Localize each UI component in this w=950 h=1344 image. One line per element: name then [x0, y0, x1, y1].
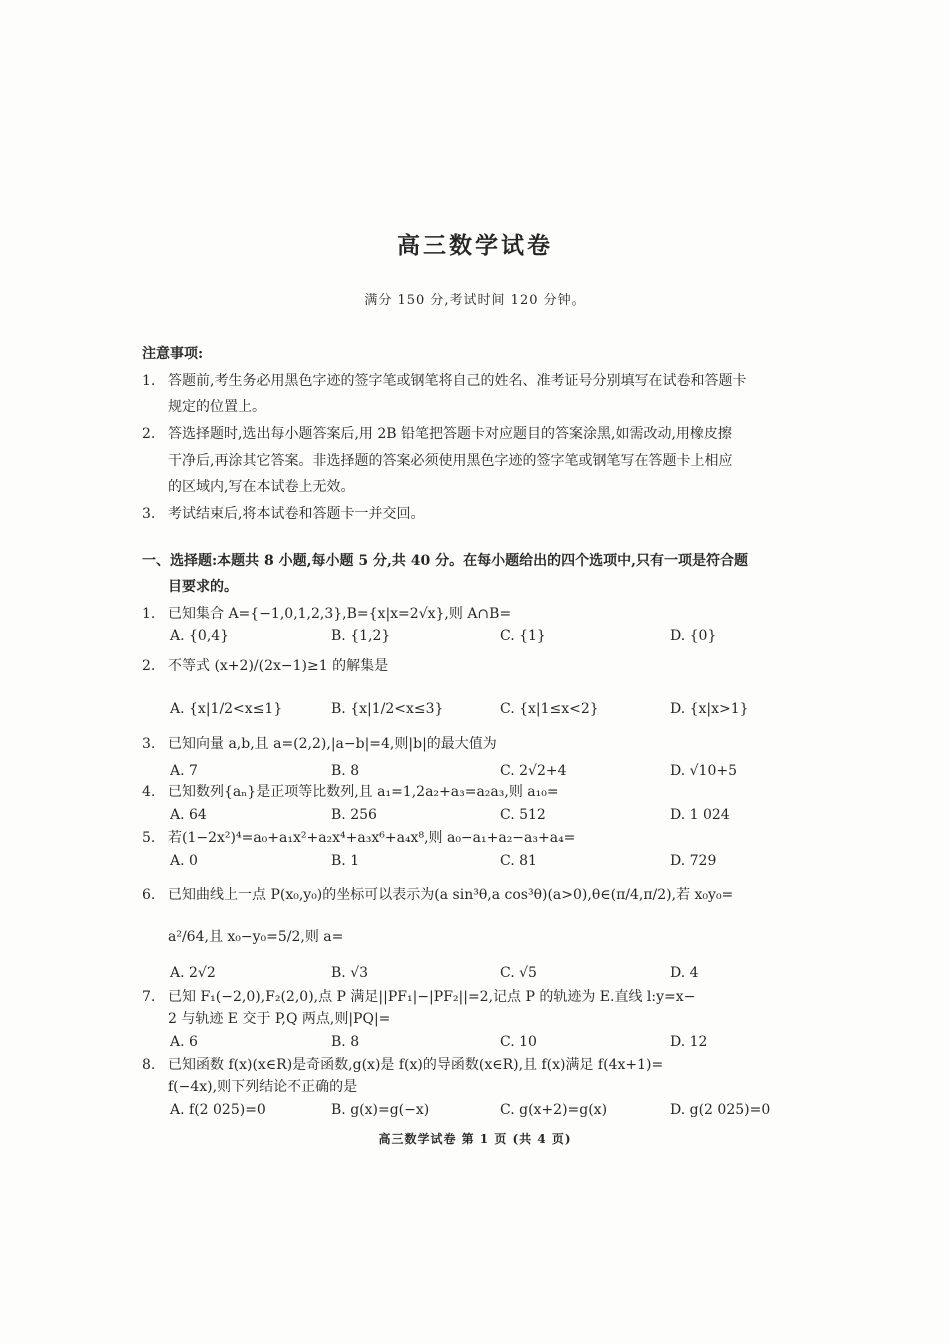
option-a: A. f(2 025)=0 [170, 1102, 266, 1118]
note-line: 答选择题时,选出每小题答案后,用 2B 铅笔把答题卡对应题目的答案涂黑,如需改动,用橡皮擦 [168, 426, 732, 442]
note-number: 2. [142, 426, 156, 442]
question-stem: 已知向量 a,b,且 a=(2,2),|a−b|=4,则|b|的最大值为 [168, 736, 497, 752]
option-a: A. {0,4} [170, 628, 230, 644]
option-c: C. 512 [500, 807, 546, 823]
option-c: C. 10 [500, 1034, 537, 1050]
option-a: A. {x|1/2<x≤1} [170, 701, 283, 717]
question-number: 3. [142, 736, 156, 752]
question-number: 2. [142, 658, 156, 674]
question-stem: 已知曲线上一点 P(x₀,y₀)的坐标可以表示为(a sin³θ,a cos³θ)(a>0),θ∈(π/4,π/2),若 x₀y₀= [168, 887, 734, 903]
option-d: D. g(2 025)=0 [670, 1102, 771, 1118]
option-a: A. 7 [170, 763, 198, 779]
note-line: 的区域内,写在本试卷上无效。 [168, 479, 355, 495]
option-d: D. 4 [670, 965, 699, 981]
note-line: 干净后,再涂其它答案。非选择题的答案必须使用黑色字迹的签字笔或钢笔写在答题卡上相应 [168, 453, 733, 469]
section-heading-cont: 目要求的。 [168, 579, 238, 595]
option-c: C. {1} [500, 628, 546, 644]
exam-subtitle: 满分 150 分,考试时间 120 分钟。 [364, 293, 586, 308]
question-stem: 已知数列{aₙ}是正项等比数列,且 a₁=1,2a₂+a₃=a₂a₃,则 a₁₀= [168, 784, 559, 800]
option-a: A. 0 [170, 853, 198, 869]
option-b: B. 8 [331, 1034, 360, 1050]
question-number: 8. [142, 1057, 156, 1073]
option-c: C. 81 [500, 853, 537, 869]
option-d: D. 1 024 [670, 807, 730, 823]
option-c: C. g(x+2)=g(x) [500, 1102, 608, 1118]
question-number: 6. [142, 887, 156, 903]
option-b: B. {1,2} [331, 628, 391, 644]
question-stem-cont: a²/64,且 x₀−y₀=5/2,则 a= [168, 929, 344, 945]
option-b: B. 256 [331, 807, 377, 823]
option-b: B. g(x)=g(−x) [331, 1102, 430, 1118]
question-number: 5. [142, 830, 156, 846]
option-d: D. {0} [670, 628, 717, 644]
question-number: 4. [142, 784, 156, 800]
question-number: 7. [142, 989, 156, 1005]
question-stem: 不等式 (x+2)/(2x−1)≥1 的解集是 [168, 658, 389, 674]
option-c: C. √5 [500, 965, 537, 981]
question-stem-cont: 2 与轨迹 E 交于 P,Q 两点,则|PQ|= [168, 1011, 391, 1027]
option-b: B. √3 [331, 965, 369, 981]
option-a: A. 64 [170, 807, 207, 823]
page-footer: 高三数学试卷 第 1 页 (共 4 页) [378, 1132, 572, 1146]
option-d: D. 12 [670, 1034, 708, 1050]
note-line: 规定的位置上。 [168, 399, 266, 415]
option-d: D. 729 [670, 853, 717, 869]
option-d: D. √10+5 [670, 763, 737, 779]
note-line: 考试结束后,将本试卷和答题卡一并交回。 [168, 506, 425, 522]
note-line: 答题前,考生务必用黑色字迹的签字笔或钢笔将自己的姓名、准考证号分别填写在试卷和答题卡 [168, 373, 747, 389]
question-stem: 已知集合 A={−1,0,1,2,3},B={x|x=2√x},则 A∩B= [168, 606, 512, 622]
note-number: 3. [142, 506, 156, 522]
section-heading: 一、选择题:本题共 8 小题,每小题 5 分,共 40 分。在每小题给出的四个选项中,只有一项是符合题 [142, 553, 748, 569]
option-b: B. 1 [331, 853, 360, 869]
option-b: B. 8 [331, 763, 360, 779]
question-stem: 已知 F₁(−2,0),F₂(2,0),点 P 满足||PF₁|−|PF₂||=2,记点 P 的轨迹为 E.直线 l:y=x− [168, 989, 696, 1005]
question-stem-cont: f(−4x),则下列结论不正确的是 [168, 1079, 358, 1095]
option-c: C. 2√2+4 [500, 763, 567, 779]
option-c: C. {x|1≤x<2} [500, 701, 599, 717]
option-a: A. 6 [170, 1034, 198, 1050]
note-number: 1. [142, 373, 156, 389]
question-stem: 若(1−2x²)⁴=a₀+a₁x²+a₂x⁴+a₃x⁶+a₄x⁸,则 a₀−a₁+a₂−a₃+a₄= [168, 830, 576, 846]
question-stem: 已知函数 f(x)(x∈R)是奇函数,g(x)是 f(x)的导函数(x∈R),且 f(x)满足 f(4x+1)= [168, 1057, 664, 1073]
option-b: B. {x|1/2<x≤3} [331, 701, 444, 717]
notes-heading: 注意事项: [142, 346, 204, 362]
exam-title: 高三数学试卷 [397, 232, 553, 259]
question-number: 1. [142, 606, 156, 622]
option-a: A. 2√2 [170, 965, 216, 981]
option-d: D. {x|x>1} [670, 701, 749, 717]
